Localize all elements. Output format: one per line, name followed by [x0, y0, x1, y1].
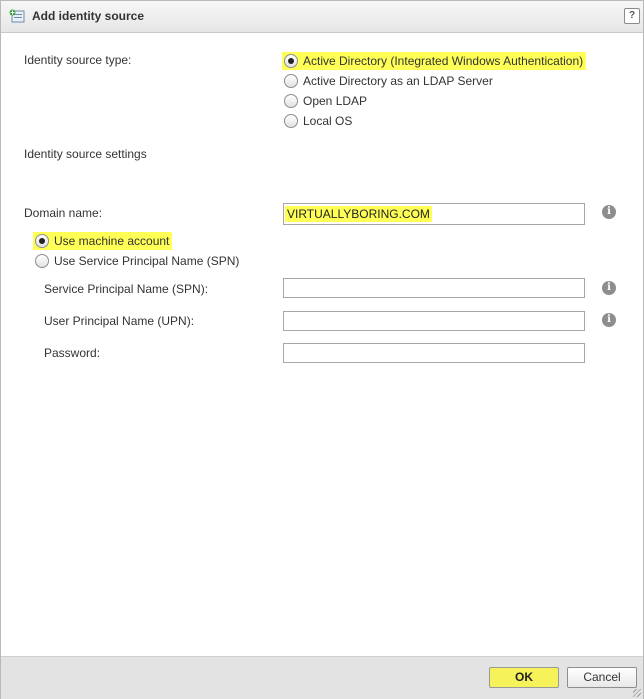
radio-button[interactable] [35, 234, 49, 248]
radio-open-ldap[interactable] [284, 92, 367, 110]
radio-button[interactable] [284, 74, 298, 88]
upn-value [285, 313, 289, 329]
identity-source-settings-heading: Identity source settings [24, 147, 147, 161]
radio-label: Use machine account [54, 234, 170, 248]
radio-label: Use Service Principal Name (SPN) [54, 254, 240, 268]
cancel-button[interactable]: Cancel [567, 667, 637, 688]
info-icon[interactable]: i [602, 313, 616, 327]
resize-grip-icon[interactable] [633, 689, 641, 697]
password-input[interactable] [283, 343, 585, 363]
radio-active-directory-iwa[interactable] [282, 52, 586, 70]
radio-label: Active Directory as an LDAP Server [303, 74, 493, 88]
password-value [285, 345, 289, 361]
domain-name-input[interactable] [283, 203, 585, 225]
radio-label: Active Directory (Integrated Windows Authentication) [303, 54, 584, 68]
radio-local-os[interactable] [284, 112, 352, 130]
radio-use-machine-account[interactable] [33, 232, 172, 250]
identity-source-icon [9, 9, 25, 23]
radio-label: Local OS [303, 114, 353, 128]
upn-label: User Principal Name (UPN): [44, 314, 195, 328]
domain-name-value: VIRTUALLYBORING.COM [287, 207, 430, 221]
radio-use-spn[interactable] [35, 252, 239, 270]
dialog-title: Add identity source [32, 9, 145, 23]
radio-button[interactable] [284, 94, 298, 108]
radio-label: Open LDAP [303, 94, 368, 108]
info-icon[interactable]: i [602, 281, 616, 295]
spn-label: Service Principal Name (SPN): [44, 282, 209, 296]
identity-source-type-label: Identity source type: [24, 53, 132, 67]
radio-button[interactable] [35, 254, 49, 268]
domain-name-label: Domain name: [24, 206, 103, 220]
spn-input[interactable] [283, 278, 585, 298]
help-button[interactable]: ? [624, 8, 640, 24]
spn-value [285, 280, 289, 296]
radio-button[interactable] [284, 54, 298, 68]
ok-button[interactable]: OK [489, 667, 559, 688]
title-bar[interactable] [1, 1, 643, 33]
password-label: Password: [44, 346, 101, 360]
radio-button[interactable] [284, 114, 298, 128]
info-icon[interactable]: i [602, 205, 616, 219]
upn-input[interactable] [283, 311, 585, 331]
radio-active-directory-ldap[interactable] [284, 72, 493, 90]
dialog-footer [1, 656, 643, 699]
